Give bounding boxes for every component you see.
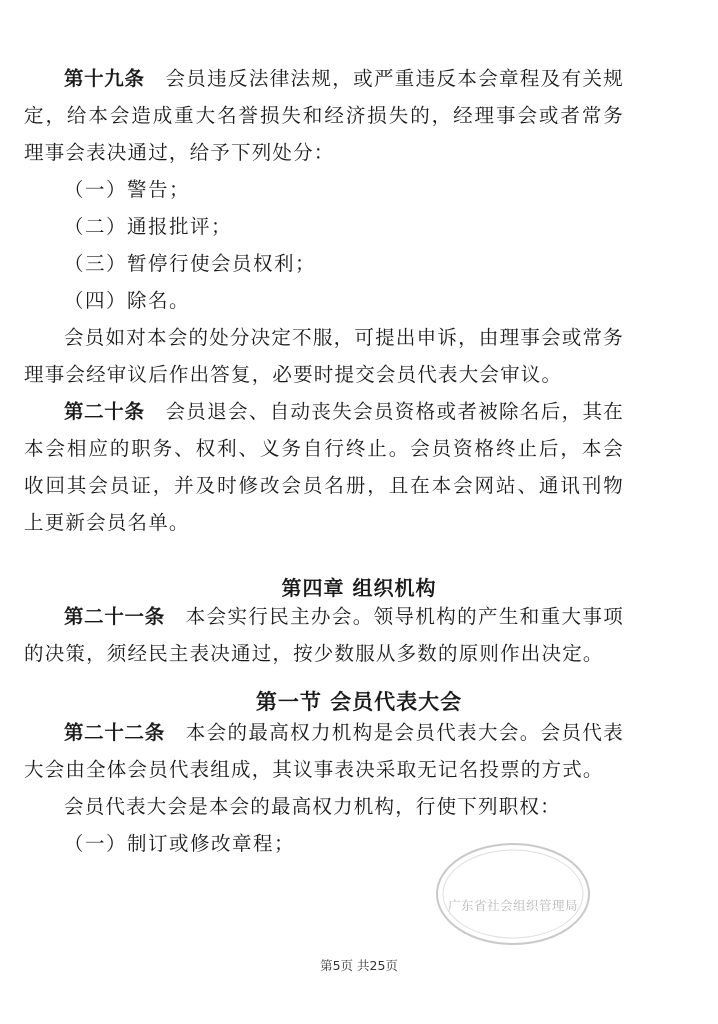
article-21-label: 第二十一条 (64, 605, 165, 628)
official-seal-stamp (432, 838, 594, 950)
article-22-label: 第二十二条 (64, 721, 165, 744)
article-19-item-3: （三）暂停行使会员权利； (64, 252, 317, 275)
chapter-4-title: 第四章 组织机构 (281, 576, 437, 600)
article-20-label: 第二十条 (64, 400, 145, 423)
article-19 (24, 60, 624, 171)
article-19-item-2: （二）通报批评； (64, 215, 233, 238)
article-22-item-1: （一）制订或修改章程； (64, 832, 296, 855)
article-22 (24, 714, 624, 788)
article-19-text: 会员违反法律法规，或严重违反本会章程及有关规定，给本会造成重大名誉损失和经济损失的，经理事会或者常务理事会表决通过，给予下列处分： (24, 67, 624, 164)
article-22-text: 本会的最高权力机构是会员代表大会。会员代表大会由全体会员代表组成，其议事表决采取无记名投票的方式。 (24, 721, 624, 781)
page-number: 第5页 共25页 (320, 958, 398, 973)
article-22-powers-intro: 会员代表大会是本会的最高权力机构，行使下列职权： (64, 795, 561, 818)
section-1-title: 第一节 会员代表大会 (255, 690, 463, 714)
seal-text: 广东省社会组织管理局 (447, 898, 578, 913)
article-19-label: 第十九条 (64, 67, 145, 90)
article-19-item-1: （一）警告； (64, 178, 191, 201)
article-21-text: 本会实行民主办会。领导机构的产生和重大事项的决策，须经民主表决通过，按少数服从多数的原则作出决定。 (24, 605, 624, 665)
article-19-item-4: （四）除名。 (64, 289, 191, 312)
article-20 (24, 393, 624, 541)
article-21 (24, 598, 624, 672)
article-19-appeal: 会员如对本会的处分决定不服，可提出申诉，由理事会或常务理事会经审议后作出答复，必要时提交会员代表大会审议。 (24, 326, 624, 386)
article-20-text: 会员退会、自动丧失会员资格或者被除名后，其在本会相应的职务、权利、义务自行终止。会员资格终止后，本会收回其会员证，并及时修改会员名册，且在本会网站、通讯刊物上更新会员名单。 (24, 400, 624, 534)
